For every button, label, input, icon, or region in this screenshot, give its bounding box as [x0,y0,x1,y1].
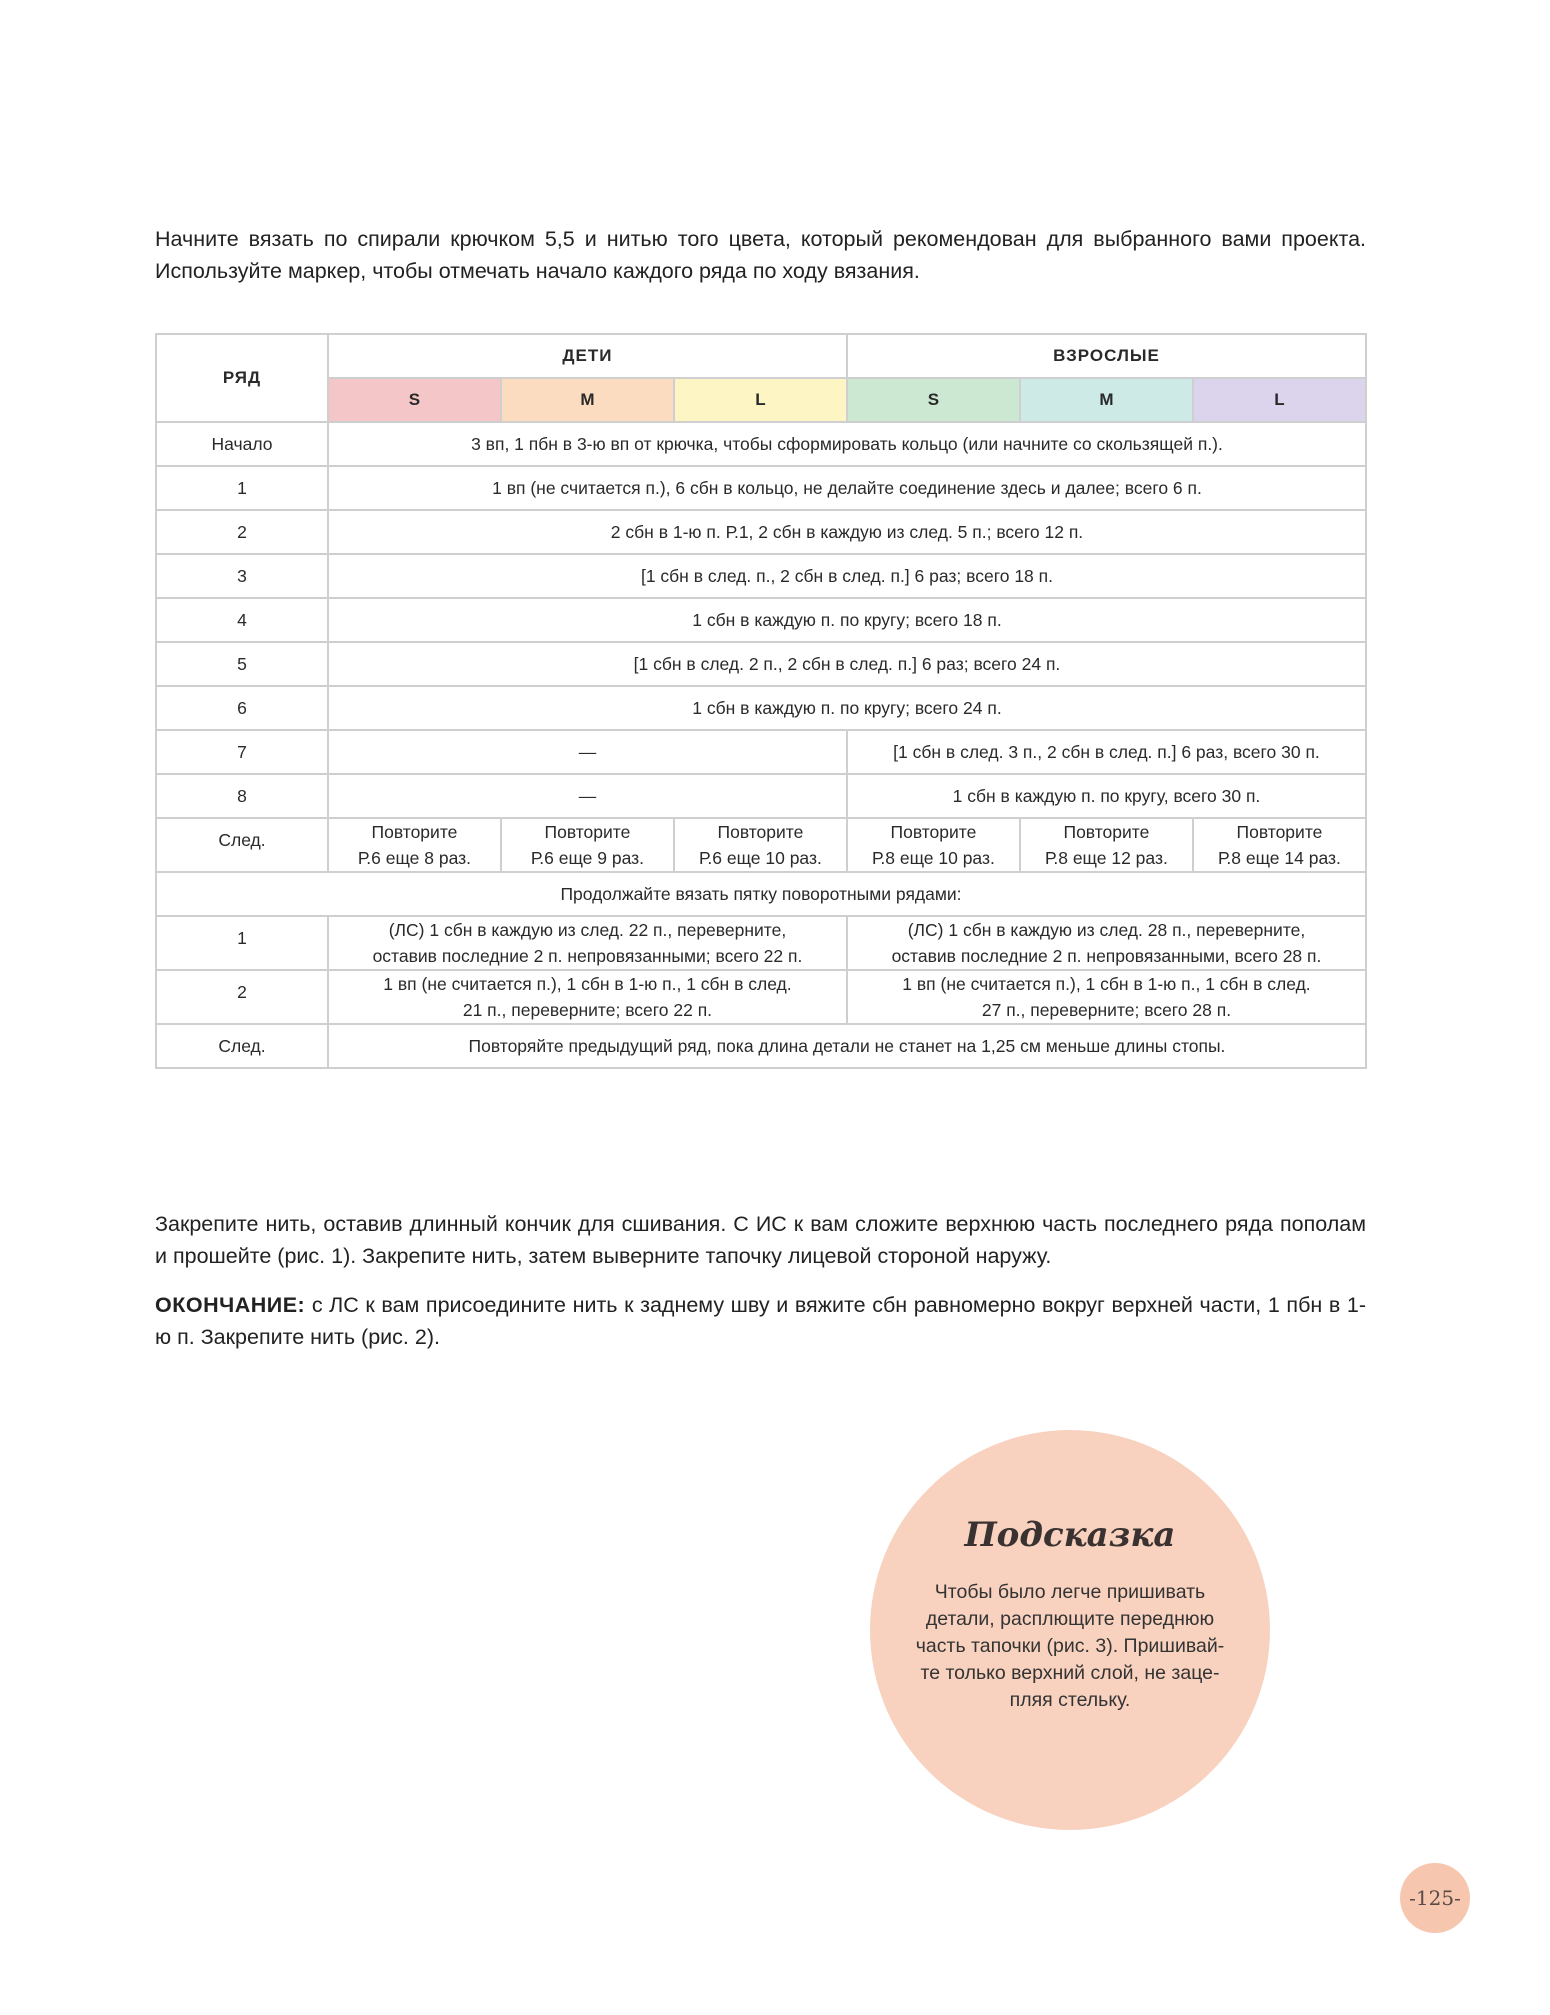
row-instruction: 1 вп (не считается п.), 6 сбн в кольцо, не делайте соединение здесь и далее; всего 6 п. [328,466,1366,510]
table-row [156,774,1366,818]
row-label: 1 [156,916,328,970]
repeat-line: Повторите [717,822,804,842]
row-instruction: [1 сбн в след. п., 2 сбн в след. п.] 6 раз; всего 18 п. [328,554,1366,598]
heel-note: Продолжайте вязать пятку поворотными рядами: [156,872,1366,916]
size-adults-m: M [1020,378,1193,422]
repeat-line: Повторите [1236,822,1323,842]
tip-line: детали, расплющите переднюю [925,1608,1215,1630]
instruction-line: оставив последние 2 п. непровязанными; всего 22 п. [372,946,803,966]
repeat-line: Р.6 еще 10 раз. [699,848,822,868]
repeat-kids-s [328,818,501,872]
table-row [156,730,1366,774]
row-instruction: 3 вп, 1 пбн в 3-ю вп от крючка, чтобы сформировать кольцо (или начните со скользящей п.). [328,422,1366,466]
size-kids-l: L [674,378,847,422]
instruction-line: оставив последние 2 п. непровязанными, всего 28 п. [891,946,1322,966]
row-label: 8 [156,774,328,818]
repeat-kids-m [501,818,674,872]
repeat-line: Повторите [1063,822,1150,842]
instruction-line: 1 вп (не считается п.), 1 сбн в 1-ю п., 1 сбн в след. [902,974,1311,994]
repeat-line: Р.8 еще 10 раз. [872,848,995,868]
table-row [156,686,1366,730]
row-column-header: РЯД [156,334,328,422]
table-row [156,598,1366,642]
tip-title: Подсказка [964,1515,1176,1555]
adults-group-header: ВЗРОСЛЫЕ [847,334,1366,378]
repeat-line: Р.8 еще 12 раз. [1045,848,1168,868]
row-label: 2 [156,510,328,554]
finish-lead: ОКОНЧАНИЕ: [155,1293,306,1317]
row-instruction: 2 сбн в 1-ю п. Р.1, 2 сбн в каждую из след. 5 п.; всего 12 п. [328,510,1366,554]
repeat-adults-m [1020,818,1193,872]
repeat-adults-l [1193,818,1366,872]
table-row [156,818,1366,872]
instruction-line: 1 вп (не считается п.), 1 сбн в 1-ю п., 1 сбн в след. [383,974,792,994]
repeat-line: Р.6 еще 9 раз. [530,848,644,868]
row-instruction: 1 сбн в каждую п. по кругу; всего 18 п. [328,598,1366,642]
finish-paragraph [155,1289,1366,1353]
kids-group-header: ДЕТИ [328,334,847,378]
row-label: 5 [156,642,328,686]
repeat-line: Р.6 еще 8 раз. [357,848,472,868]
tip-line: пляя стельку. [1009,1689,1131,1711]
size-kids-m: M [501,378,674,422]
size-kids-s: S [328,378,501,422]
row-label: 3 [156,554,328,598]
repeat-line: Р.8 еще 14 раз. [1218,848,1341,868]
row-label: След. [156,818,328,872]
tip-line: часть тапочки (рис. 3). Пришивай- [915,1635,1225,1657]
pattern-table [155,333,1367,1069]
repeat-line: Повторите [544,822,631,842]
kids-instruction: — [328,774,847,818]
row-label: 4 [156,598,328,642]
repeat-adults-s [847,818,1020,872]
instruction-line: (ЛС) 1 сбн в каждую из след. 28 п., переверните, [907,920,1306,940]
table-header-row [156,334,1366,378]
tip-line: те только верхний слой, не заце- [920,1662,1220,1684]
table-row [156,466,1366,510]
instruction-line: 27 п., переверните; всего 28 п. [981,1000,1232,1020]
tip-text [900,1579,1240,1714]
table-row [156,510,1366,554]
page-number: -125- [1400,1863,1470,1933]
row-label: 6 [156,686,328,730]
kids-instruction: — [328,730,847,774]
table-row [156,970,1366,1024]
size-header-row [156,378,1366,422]
adults-instruction: [1 сбн в след. 3 п., 2 сбн в след. п.] 6 раз, всего 30 п. [847,730,1366,774]
repeat-line: Повторите [371,822,458,842]
finish-text: с ЛС к вам присоедините нить к заднему шву и вяжите сбн равномерно вокруг верхней части, 1 пбн в 1-ю п. Закрепите нить (рис. 2). [155,1293,1366,1349]
row-instruction: [1 сбн в след. 2 п., 2 сбн в след. п.] 6 раз; всего 24 п. [328,642,1366,686]
row-label: 1 [156,466,328,510]
row-label: След. [156,1024,328,1068]
row-label: Начало [156,422,328,466]
row-label: 2 [156,970,328,1024]
repeat-line: Повторите [890,822,977,842]
table-row [156,1024,1366,1068]
adults-instruction [847,916,1366,970]
kids-instruction [328,916,847,970]
tip-line: Чтобы было легче пришивать [934,1581,1206,1603]
size-adults-s: S [847,378,1020,422]
size-adults-l: L [1193,378,1366,422]
kids-instruction [328,970,847,1024]
repeat-kids-l [674,818,847,872]
adults-instruction [847,970,1366,1024]
table-row [156,422,1366,466]
row-instruction: Повторяйте предыдущий ряд, пока длина детали не станет на 1,25 см меньше длины стопы. [328,1024,1366,1068]
intro-paragraph: Начните вязать по спирали крючком 5,5 и нитью того цвета, который рекомендован для выбранного вами проекта. Используйте маркер, чтобы отмечать начало каждого ряда по ходу вязания. [155,227,1366,283]
adults-instruction: 1 сбн в каждую п. по кругу, всего 30 п. [847,774,1366,818]
table-row [156,642,1366,686]
instruction-line: (ЛС) 1 сбн в каждую из след. 22 п., переверните, [388,920,787,940]
table-row [156,554,1366,598]
table-row [156,916,1366,970]
row-label: 7 [156,730,328,774]
row-instruction: 1 сбн в каждую п. по кругу; всего 24 п. [328,686,1366,730]
heel-note-row [156,872,1366,916]
closing-paragraph: Закрепите нить, оставив длинный кончик для сшивания. С ИС к вам сложите верхнюю часть последнего ряда пополам и прошейте (рис. 1). Закрепите нить, затем выверните тапочку лицевой стороной наружу. [155,1212,1366,1268]
instruction-line: 21 п., переверните; всего 22 п. [462,1000,713,1020]
